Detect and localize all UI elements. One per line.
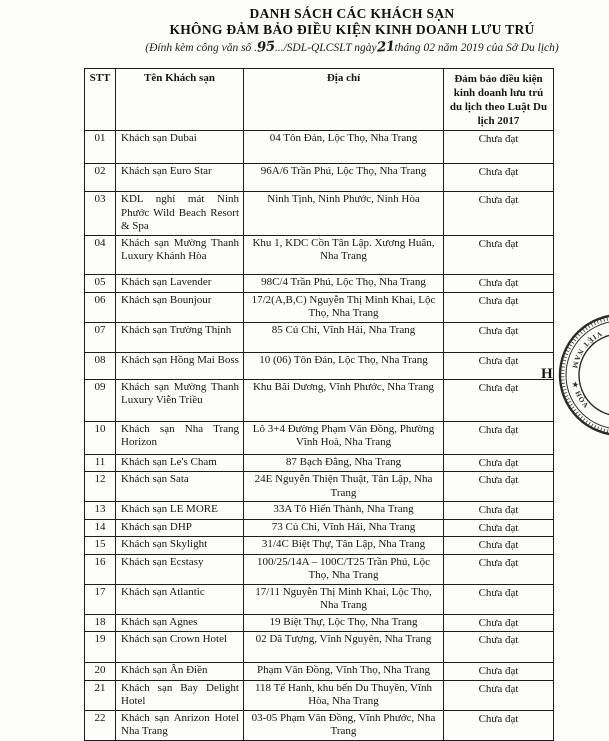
hotel-name-cell: Khách sạn Atlantic bbox=[116, 584, 244, 614]
hotel-address-cell: 10 (06) Tôn Đản, Lộc Thọ, Nha Trang bbox=[244, 352, 444, 379]
hotel-address-cell: 96A/6 Trần Phú, Lộc Thọ, Nha Trang bbox=[244, 164, 444, 192]
table-row bbox=[85, 274, 554, 292]
hotel-list-table bbox=[84, 68, 554, 741]
table-row bbox=[85, 584, 554, 614]
hotel-status-cell: Chưa đạt bbox=[444, 680, 554, 710]
hotel-name-cell: Khách sạn Hồng Mai Boss bbox=[116, 352, 244, 379]
hotel-status-cell: Chưa đạt bbox=[444, 274, 554, 292]
column-header-name: Tên Khách sạn bbox=[116, 69, 244, 131]
table-row bbox=[85, 235, 554, 274]
hotel-address-cell: 33A Tô Hiến Thành, Nha Trang bbox=[244, 502, 444, 520]
hotel-address-cell: 73 Củ Chi, Vĩnh Hải, Nha Trang bbox=[244, 519, 444, 537]
hotel-name-cell: Khách sạn Ecstasy bbox=[116, 554, 244, 584]
hotel-name-cell: Khách sạn Trường Thịnh bbox=[116, 322, 244, 352]
hotel-status-cell: Chưa đạt bbox=[444, 192, 554, 236]
hotel-name-cell: Khách sạn LE MORE bbox=[116, 502, 244, 520]
hotel-address-cell: Khu 1, KDC Cồn Tân Lập. Xương Huân, Nha Trang bbox=[244, 235, 444, 274]
row-number-cell: 12 bbox=[85, 472, 116, 502]
document-header bbox=[92, 6, 609, 56]
row-number-cell: 01 bbox=[85, 131, 116, 164]
table-row bbox=[85, 379, 554, 421]
table-row bbox=[85, 710, 554, 740]
hotel-address-cell: 87 Bạch Đằng, Nha Trang bbox=[244, 454, 444, 472]
hotel-address-cell: Ninh Tịnh, Ninh Phước, Ninh Hòa bbox=[244, 192, 444, 236]
row-number-cell: 20 bbox=[85, 663, 116, 681]
svg-text:★ HÒA bbox=[570, 380, 590, 411]
hotel-status-cell: Chưa đạt bbox=[444, 131, 554, 164]
hotel-name-cell: Khách sạn Lavender bbox=[116, 274, 244, 292]
row-number-cell: 06 bbox=[85, 292, 116, 322]
row-number-cell: 04 bbox=[85, 235, 116, 274]
hotel-name-cell: Khách sạn Bay Delight Hotel bbox=[116, 680, 244, 710]
hotel-address-cell: 118 Tế Hanh, khu bến Du Thuyền, Vĩnh Hòa, Nha Trang bbox=[244, 680, 444, 710]
hotel-status-cell: Chưa đạt bbox=[444, 537, 554, 555]
stamp-arc-text: VIỆT NAM bbox=[570, 329, 603, 370]
hotel-status-cell: Chưa đạt bbox=[444, 502, 554, 520]
hotel-status-cell: Chưa đạt bbox=[444, 584, 554, 614]
row-number-cell: 05 bbox=[85, 274, 116, 292]
table-row bbox=[85, 537, 554, 555]
table-row bbox=[85, 663, 554, 681]
hotel-status-cell: Chưa đạt bbox=[444, 164, 554, 192]
hotel-name-cell: Khách sạn Mường Thanh Luxury Khánh Hòa bbox=[116, 235, 244, 274]
row-number-cell: 19 bbox=[85, 632, 116, 663]
subtitle-part3: tháng 02 năm 2019 của Sở Du lịch) bbox=[394, 42, 558, 54]
hotel-address-cell: 04 Tôn Đản, Lộc Thọ, Nha Trang bbox=[244, 131, 444, 164]
hotel-status-cell: Chưa đạt bbox=[444, 554, 554, 584]
table-row bbox=[85, 352, 554, 379]
hotel-address-cell: 17/2(A,B,C) Nguyễn Thị Minh Khai, Lộc Thọ, Nha Trang bbox=[244, 292, 444, 322]
svg-text:VIỆT NAM bbox=[570, 329, 603, 370]
hotel-status-cell: Chưa đạt bbox=[444, 421, 554, 454]
table-row bbox=[85, 554, 554, 584]
hotel-name-cell: Khách sạn Nha Trang Horizon bbox=[116, 421, 244, 454]
handwritten-day-number: 21 bbox=[376, 39, 395, 55]
document-subtitle bbox=[92, 40, 609, 56]
hotel-status-cell: Chưa đạt bbox=[444, 322, 554, 352]
hotel-name-cell: Khách sạn Euro Star bbox=[116, 164, 244, 192]
table-row bbox=[85, 292, 554, 322]
hotel-name-cell: Khách sạn Bounjour bbox=[116, 292, 244, 322]
handwritten-letter-h: H bbox=[541, 366, 553, 383]
row-number-cell: 02 bbox=[85, 164, 116, 192]
row-number-cell: 07 bbox=[85, 322, 116, 352]
hotel-status-cell: Chưa đạt bbox=[444, 710, 554, 740]
row-number-cell: 11 bbox=[85, 454, 116, 472]
row-number-cell: 10 bbox=[85, 421, 116, 454]
table-row bbox=[85, 131, 554, 164]
table-row bbox=[85, 472, 554, 502]
hotel-name-cell: Khách sạn Agnes bbox=[116, 614, 244, 632]
hotel-status-cell: Chưa đạt bbox=[444, 472, 554, 502]
hotel-name-cell: Khách sạn Dubai bbox=[116, 131, 244, 164]
hotel-address-cell: 85 Củ Chi, Vĩnh Hải, Nha Trang bbox=[244, 322, 444, 352]
hotel-address-cell: 02 Dã Tượng, Vĩnh Nguyên, Nha Trang bbox=[244, 632, 444, 663]
table-row bbox=[85, 421, 554, 454]
row-number-cell: 21 bbox=[85, 680, 116, 710]
hotel-address-cell: 03-05 Phạm Văn Đồng, Vĩnh Phước, Nha Trang bbox=[244, 710, 444, 740]
row-number-cell: 03 bbox=[85, 192, 116, 236]
row-number-cell: 18 bbox=[85, 614, 116, 632]
hotel-address-cell: 31/4C Biệt Thự, Tân Lập, Nha Trang bbox=[244, 537, 444, 555]
column-header-stt: STT bbox=[85, 69, 116, 131]
hotel-status-cell: Chưa đạt bbox=[444, 663, 554, 681]
stamp-bottom-text: ★ HÒA bbox=[570, 380, 590, 411]
hotel-name-cell: Khách sạn Skylight bbox=[116, 537, 244, 555]
row-number-cell: 09 bbox=[85, 379, 116, 421]
hotel-address-cell: Lô 3+4 Đường Phạm Văn Đồng, Phường Vĩnh Hoà, Nha Trang bbox=[244, 421, 444, 454]
table-row bbox=[85, 632, 554, 663]
hotel-address-cell: 24E Nguyễn Thiện Thuật, Tân Lập, Nha Trang bbox=[244, 472, 444, 502]
hotel-name-cell: Khách sạn DHP bbox=[116, 519, 244, 537]
column-header-address: Địa chỉ bbox=[244, 69, 444, 131]
table-row bbox=[85, 680, 554, 710]
hotel-status-cell: Chưa đạt bbox=[444, 632, 554, 663]
hotel-address-cell: 19 Biệt Thự, Lộc Thọ, Nha Trang bbox=[244, 614, 444, 632]
column-header-status: Đảm bảo điều kiện kinh doanh lưu trú du lịch theo Luật Du lịch 2017 bbox=[444, 69, 554, 131]
hotel-name-cell: Khách sạn Sata bbox=[116, 472, 244, 502]
table-row bbox=[85, 454, 554, 472]
row-number-cell: 15 bbox=[85, 537, 116, 555]
table-header-row bbox=[85, 69, 554, 131]
hotel-name-cell: Khách sạn Crown Hotel bbox=[116, 632, 244, 663]
row-number-cell: 08 bbox=[85, 352, 116, 379]
hotel-status-cell: Chưa đạt bbox=[444, 352, 554, 379]
hotel-status-cell: Chưa đạt bbox=[444, 614, 554, 632]
subtitle-part2: .../SDL-QLCSLT ngày bbox=[275, 42, 377, 54]
table-row bbox=[85, 519, 554, 537]
hotel-name-cell: Khách sạn Anrizon Hotel Nha Trang bbox=[116, 710, 244, 740]
hotel-address-cell: Khu Bãi Dương, Vĩnh Phước, Nha Trang bbox=[244, 379, 444, 421]
hotel-status-cell: Chưa đạt bbox=[444, 519, 554, 537]
hotel-address-cell: Phạm Văn Đồng, Vĩnh Thọ, Nha Trang bbox=[244, 663, 444, 681]
table-row bbox=[85, 164, 554, 192]
subtitle-part1: (Đính kèm công văn số . bbox=[145, 42, 257, 54]
row-number-cell: 22 bbox=[85, 710, 116, 740]
document-title-line1: DANH SÁCH CÁC KHÁCH SẠN bbox=[92, 6, 609, 22]
row-number-cell: 17 bbox=[85, 584, 116, 614]
table-row bbox=[85, 614, 554, 632]
table-header bbox=[85, 69, 554, 131]
table-row bbox=[85, 192, 554, 236]
row-number-cell: 14 bbox=[85, 519, 116, 537]
row-number-cell: 16 bbox=[85, 554, 116, 584]
document-title-line2: KHÔNG ĐẢM BẢO ĐIỀU KIỆN KINH DOANH LƯU TRÚ bbox=[92, 22, 609, 38]
hotel-name-cell: Khách sạn Mường Thanh Luxury Viễn Triều bbox=[116, 379, 244, 421]
hotel-status-cell: Chưa đạt bbox=[444, 292, 554, 322]
table-row bbox=[85, 502, 554, 520]
hotel-address-cell: 17/11 Nguyễn Thị Minh Khai, Lộc Thọ, Nha Trang bbox=[244, 584, 444, 614]
table-body bbox=[85, 131, 554, 741]
hotel-address-cell: 98C/4 Trần Phú, Lộc Thọ, Nha Trang bbox=[244, 274, 444, 292]
hotel-status-cell: Chưa đạt bbox=[444, 454, 554, 472]
hotel-name-cell: Khách sạn Le's Cham bbox=[116, 454, 244, 472]
hotel-address-cell: 100/25/14A – 100C/T25 Trần Phú, Lộc Thọ, Nha Trang bbox=[244, 554, 444, 584]
table-row bbox=[85, 322, 554, 352]
row-number-cell: 13 bbox=[85, 502, 116, 520]
hotel-status-cell: Chưa đạt bbox=[444, 235, 554, 274]
handwritten-document-number: 95 bbox=[257, 39, 276, 55]
hotel-name-cell: KDL nghỉ mát Ninh Phước Wild Beach Resort & Spa bbox=[116, 192, 244, 236]
hotel-name-cell: Khách sạn Ân Điền bbox=[116, 663, 244, 681]
hotel-status-cell: Chưa đạt bbox=[444, 379, 554, 421]
